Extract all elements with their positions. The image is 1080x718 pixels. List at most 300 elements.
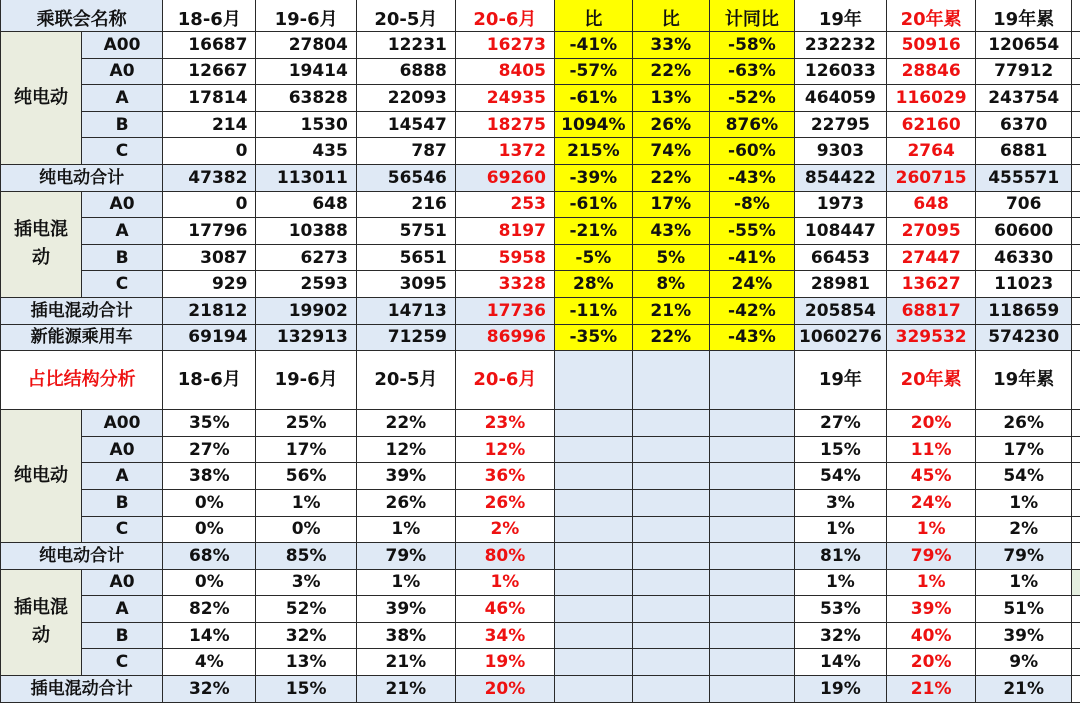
empty-cell[interactable] [632,676,709,703]
empty-cell[interactable] [554,622,632,649]
edge-cell[interactable] [1071,164,1080,191]
share-value-cell[interactable]: 13% [256,649,356,676]
value-cell[interactable]: 63828 [256,85,356,112]
value-cell[interactable]: 43% [632,218,709,245]
nev-total-label[interactable]: 新能源乘用车 [1,324,163,351]
value-cell[interactable]: 28846 [886,58,976,85]
share-value-cell[interactable]: 17% [976,436,1071,463]
total-value-cell[interactable]: 71259 [356,324,455,351]
total-value-cell[interactable]: 19902 [256,297,356,324]
value-cell[interactable]: 6888 [356,58,455,85]
edge-cell[interactable] [1071,543,1080,570]
edge-cell[interactable] [1071,218,1080,245]
value-cell[interactable]: 6273 [256,244,356,271]
value-cell[interactable]: 216 [356,191,455,218]
value-cell[interactable]: 243754 [976,85,1071,112]
share-value-cell[interactable]: 14% [795,649,887,676]
share-value-cell[interactable]: 1% [795,569,887,596]
value-cell[interactable]: 19414 [256,58,356,85]
value-cell[interactable]: 5651 [356,244,455,271]
share-phev-total-label[interactable]: 插电混动合计 [1,676,163,703]
edge-cell[interactable] [1071,271,1080,298]
value-cell[interactable]: 3087 [163,244,256,271]
segment-label[interactable]: A [81,85,162,112]
empty-cell[interactable] [709,516,794,543]
total-value-cell[interactable]: 47382 [163,164,256,191]
value-cell[interactable]: 24% [709,271,794,298]
value-cell[interactable]: 27804 [256,32,356,59]
empty-cell[interactable] [632,516,709,543]
bev-total-label[interactable]: 纯电动合计 [1,164,163,191]
header-c5[interactable]: 比 [554,0,632,32]
value-cell[interactable]: 120654 [976,32,1071,59]
header-c7[interactable]: 计同比 [709,0,794,32]
share-value-cell[interactable]: 0% [163,569,256,596]
share-value-cell[interactable]: 52% [256,596,356,623]
share-value-cell[interactable]: 80% [455,543,554,570]
total-value-cell[interactable]: 455571 [976,164,1071,191]
segment-label[interactable]: A [81,463,162,490]
total-value-cell[interactable]: 574230 [976,324,1071,351]
share-value-cell[interactable]: 39% [976,622,1071,649]
share-value-cell[interactable]: 15% [795,436,887,463]
segment-label[interactable]: C [81,138,162,165]
share-value-cell[interactable]: 53% [795,596,887,623]
value-cell[interactable]: 13% [632,85,709,112]
value-cell[interactable]: 22% [632,58,709,85]
edge-cell[interactable] [1071,436,1080,463]
value-cell[interactable]: 116029 [886,85,976,112]
share-section-title[interactable]: 占比结构分析 [1,351,163,410]
group-bev-label[interactable]: 纯电动 [1,32,82,165]
edge-cell[interactable] [1071,0,1080,32]
share-value-cell[interactable]: 12% [356,436,455,463]
value-cell[interactable]: 11023 [976,271,1071,298]
share-value-cell[interactable]: 0% [163,489,256,516]
share-value-cell[interactable]: 32% [256,622,356,649]
empty-cell[interactable] [554,569,632,596]
segment-label[interactable]: B [81,489,162,516]
share-value-cell[interactable]: 85% [256,543,356,570]
edge-cell[interactable] [1071,138,1080,165]
empty-cell[interactable] [709,622,794,649]
edge-cell[interactable] [1071,410,1080,437]
total-value-cell[interactable]: 21% [632,297,709,324]
value-cell[interactable]: 1372 [455,138,554,165]
value-cell[interactable]: -41% [554,32,632,59]
total-value-cell[interactable]: 17736 [455,297,554,324]
share-value-cell[interactable]: 1% [976,489,1071,516]
share-value-cell[interactable]: 46% [455,596,554,623]
empty-cell[interactable] [709,489,794,516]
total-value-cell[interactable]: 329532 [886,324,976,351]
segment-label[interactable]: B [81,244,162,271]
header-c1[interactable]: 18-6月 [163,0,256,32]
share-value-cell[interactable]: 24% [886,489,976,516]
empty-cell[interactable] [632,543,709,570]
share-value-cell[interactable]: 1% [455,569,554,596]
total-value-cell[interactable]: 113011 [256,164,356,191]
share-value-cell[interactable]: 54% [795,463,887,490]
share-value-cell[interactable]: 1% [356,569,455,596]
share-value-cell[interactable]: 26% [455,489,554,516]
header-c10[interactable]: 19年累 [976,0,1071,32]
share-value-cell[interactable]: 3% [795,489,887,516]
value-cell[interactable]: -52% [709,85,794,112]
edge-cell[interactable] [1071,489,1080,516]
total-value-cell[interactable]: 21812 [163,297,256,324]
value-cell[interactable]: -55% [709,218,794,245]
share-value-cell[interactable]: 1% [976,569,1071,596]
share-value-cell[interactable]: 79% [886,543,976,570]
value-cell[interactable]: 46330 [976,244,1071,271]
edge-cell[interactable] [1071,58,1080,85]
value-cell[interactable]: 3328 [455,271,554,298]
empty-cell[interactable] [709,649,794,676]
value-cell[interactable]: 13627 [886,271,976,298]
edge-cell[interactable] [1071,324,1080,351]
share-value-cell[interactable]: 45% [886,463,976,490]
value-cell[interactable]: 28981 [795,271,887,298]
share-value-cell[interactable]: 0% [163,516,256,543]
share-value-cell[interactable]: 35% [163,410,256,437]
total-value-cell[interactable]: 260715 [886,164,976,191]
share-value-cell[interactable]: 21% [886,676,976,703]
share-value-cell[interactable]: 12% [455,436,554,463]
share-value-cell[interactable]: 27% [795,410,887,437]
edge-cell[interactable] [1071,622,1080,649]
share-header-c4[interactable]: 20-6月 [455,351,554,410]
edge-cell[interactable] [1071,463,1080,490]
edge-cell[interactable] [1071,191,1080,218]
share-header-c1[interactable]: 18-6月 [163,351,256,410]
value-cell[interactable]: 435 [256,138,356,165]
empty-cell[interactable] [632,351,709,410]
share-value-cell[interactable]: 2% [455,516,554,543]
empty-cell[interactable] [632,569,709,596]
share-value-cell[interactable]: 36% [455,463,554,490]
value-cell[interactable]: 28% [554,271,632,298]
value-cell[interactable]: -60% [709,138,794,165]
value-cell[interactable]: 648 [886,191,976,218]
value-cell[interactable]: 27095 [886,218,976,245]
empty-cell[interactable] [709,463,794,490]
value-cell[interactable]: -58% [709,32,794,59]
edge-cell[interactable] [1071,351,1080,410]
share-value-cell[interactable]: 21% [356,676,455,703]
value-cell[interactable]: 17814 [163,85,256,112]
value-cell[interactable]: -5% [554,244,632,271]
value-cell[interactable]: 12231 [356,32,455,59]
value-cell[interactable]: -21% [554,218,632,245]
share-value-cell[interactable]: 9% [976,649,1071,676]
share-value-cell[interactable]: 54% [976,463,1071,490]
value-cell[interactable]: 9303 [795,138,887,165]
share-value-cell[interactable]: 1% [886,516,976,543]
share-header-c2[interactable]: 19-6月 [256,351,356,410]
value-cell[interactable]: 62160 [886,111,976,138]
edge-cell[interactable] [1071,676,1080,703]
segment-label[interactable]: A00 [81,410,162,437]
value-cell[interactable]: 0 [163,191,256,218]
total-value-cell[interactable]: -43% [709,164,794,191]
share-value-cell[interactable]: 1% [795,516,887,543]
share-value-cell[interactable]: 22% [356,410,455,437]
total-value-cell[interactable]: -35% [554,324,632,351]
value-cell[interactable]: 8197 [455,218,554,245]
header-c8[interactable]: 19年 [795,0,887,32]
share-value-cell[interactable]: 81% [795,543,887,570]
value-cell[interactable]: 60600 [976,218,1071,245]
share-value-cell[interactable]: 20% [455,676,554,703]
empty-cell[interactable] [554,596,632,623]
total-value-cell[interactable]: 69194 [163,324,256,351]
header-c4[interactable]: 20-6月 [455,0,554,32]
total-value-cell[interactable]: 854422 [795,164,887,191]
empty-cell[interactable] [554,489,632,516]
value-cell[interactable]: 27447 [886,244,976,271]
value-cell[interactable]: 648 [256,191,356,218]
value-cell[interactable]: 18275 [455,111,554,138]
share-value-cell[interactable]: 32% [795,622,887,649]
empty-cell[interactable] [709,436,794,463]
segment-label[interactable]: C [81,271,162,298]
share-value-cell[interactable]: 21% [356,649,455,676]
header-c3[interactable]: 20-5月 [356,0,455,32]
empty-cell[interactable] [632,463,709,490]
value-cell[interactable]: 10388 [256,218,356,245]
share-value-cell[interactable]: 11% [886,436,976,463]
share-header-c8[interactable]: 19年 [795,351,887,410]
share-header-c10[interactable]: 19年累 [976,351,1071,410]
edge-cell[interactable] [1071,32,1080,59]
edge-cell[interactable] [1071,297,1080,324]
share-value-cell[interactable]: 79% [356,543,455,570]
value-cell[interactable]: 14547 [356,111,455,138]
empty-cell[interactable] [632,436,709,463]
value-cell[interactable]: 26% [632,111,709,138]
empty-cell[interactable] [554,351,632,410]
share-bev-total-label[interactable]: 纯电动合计 [1,543,163,570]
value-cell[interactable]: -41% [709,244,794,271]
total-value-cell[interactable]: 14713 [356,297,455,324]
share-group-phev-label[interactable]: 插电混动 [1,569,82,675]
value-cell[interactable]: 16687 [163,32,256,59]
share-header-c3[interactable]: 20-5月 [356,351,455,410]
segment-label[interactable]: A0 [81,58,162,85]
total-value-cell[interactable]: 118659 [976,297,1071,324]
share-value-cell[interactable]: 21% [976,676,1071,703]
value-cell[interactable]: 1973 [795,191,887,218]
share-value-cell[interactable]: 32% [163,676,256,703]
share-value-cell[interactable]: 26% [356,489,455,516]
share-value-cell[interactable]: 14% [163,622,256,649]
total-value-cell[interactable]: 86996 [455,324,554,351]
empty-cell[interactable] [554,516,632,543]
share-value-cell[interactable]: 15% [256,676,356,703]
empty-cell[interactable] [554,436,632,463]
share-value-cell[interactable]: 27% [163,436,256,463]
share-value-cell[interactable]: 39% [886,596,976,623]
value-cell[interactable]: 17% [632,191,709,218]
empty-cell[interactable] [709,569,794,596]
header-c6[interactable]: 比 [632,0,709,32]
empty-cell[interactable] [709,676,794,703]
value-cell[interactable]: -63% [709,58,794,85]
share-value-cell[interactable]: 79% [976,543,1071,570]
share-header-c9[interactable]: 20年累 [886,351,976,410]
value-cell[interactable]: 66453 [795,244,887,271]
share-value-cell[interactable]: 3% [256,569,356,596]
share-value-cell[interactable]: 17% [256,436,356,463]
segment-label[interactable]: C [81,649,162,676]
segment-label[interactable]: A [81,218,162,245]
value-cell[interactable]: 215% [554,138,632,165]
value-cell[interactable]: 876% [709,111,794,138]
value-cell[interactable]: 74% [632,138,709,165]
header-c9[interactable]: 20年累 [886,0,976,32]
empty-cell[interactable] [709,410,794,437]
total-value-cell[interactable]: 205854 [795,297,887,324]
empty-cell[interactable] [709,351,794,410]
segment-label[interactable]: A0 [81,569,162,596]
share-value-cell[interactable]: 2% [976,516,1071,543]
share-value-cell[interactable]: 39% [356,596,455,623]
segment-label[interactable]: A00 [81,32,162,59]
value-cell[interactable]: 24935 [455,85,554,112]
share-value-cell[interactable]: 4% [163,649,256,676]
empty-cell[interactable] [554,676,632,703]
segment-label[interactable]: A0 [81,191,162,218]
value-cell[interactable]: -8% [709,191,794,218]
phev-total-label[interactable]: 插电混动合计 [1,297,163,324]
empty-cell[interactable] [554,543,632,570]
value-cell[interactable]: 0 [163,138,256,165]
edge-cell[interactable] [1071,516,1080,543]
share-value-cell[interactable]: 23% [455,410,554,437]
value-cell[interactable]: 2593 [256,271,356,298]
value-cell[interactable]: 1094% [554,111,632,138]
value-cell[interactable]: 16273 [455,32,554,59]
share-value-cell[interactable]: 51% [976,596,1071,623]
value-cell[interactable]: 33% [632,32,709,59]
share-value-cell[interactable]: 25% [256,410,356,437]
edge-cell[interactable] [1071,244,1080,271]
value-cell[interactable]: 5958 [455,244,554,271]
empty-cell[interactable] [632,410,709,437]
empty-cell[interactable] [554,649,632,676]
group-phev-label[interactable]: 插电混动 [1,191,82,297]
value-cell[interactable]: 253 [455,191,554,218]
share-value-cell[interactable]: 68% [163,543,256,570]
share-value-cell[interactable]: 26% [976,410,1071,437]
empty-cell[interactable] [709,543,794,570]
empty-cell[interactable] [632,649,709,676]
value-cell[interactable]: 126033 [795,58,887,85]
total-value-cell[interactable]: 132913 [256,324,356,351]
value-cell[interactable]: -57% [554,58,632,85]
value-cell[interactable]: -61% [554,85,632,112]
share-value-cell[interactable]: 19% [455,649,554,676]
edge-cell[interactable] [1071,596,1080,623]
empty-cell[interactable] [554,463,632,490]
share-value-cell[interactable]: 20% [886,410,976,437]
total-value-cell[interactable]: 22% [632,324,709,351]
total-value-cell[interactable]: 1060276 [795,324,887,351]
header-c2[interactable]: 19-6月 [256,0,356,32]
share-group-bev-label[interactable]: 纯电动 [1,410,82,543]
share-value-cell[interactable]: 38% [356,622,455,649]
value-cell[interactable]: 464059 [795,85,887,112]
header-name[interactable]: 乘联会名称 [1,0,163,32]
value-cell[interactable]: 22795 [795,111,887,138]
value-cell[interactable]: -61% [554,191,632,218]
total-value-cell[interactable]: -11% [554,297,632,324]
empty-cell[interactable] [554,410,632,437]
value-cell[interactable]: 6881 [976,138,1071,165]
value-cell[interactable]: 77912 [976,58,1071,85]
total-value-cell[interactable]: -43% [709,324,794,351]
segment-label[interactable]: B [81,111,162,138]
value-cell[interactable]: 787 [356,138,455,165]
value-cell[interactable]: 214 [163,111,256,138]
empty-cell[interactable] [632,489,709,516]
segment-label[interactable]: A [81,596,162,623]
value-cell[interactable]: 5% [632,244,709,271]
value-cell[interactable]: 8405 [455,58,554,85]
share-value-cell[interactable]: 0% [256,516,356,543]
value-cell[interactable]: 6370 [976,111,1071,138]
share-value-cell[interactable]: 56% [256,463,356,490]
share-value-cell[interactable]: 34% [455,622,554,649]
share-value-cell[interactable]: 39% [356,463,455,490]
segment-label[interactable]: B [81,622,162,649]
value-cell[interactable]: 5751 [356,218,455,245]
share-value-cell[interactable]: 1% [356,516,455,543]
total-value-cell[interactable]: 68817 [886,297,976,324]
empty-cell[interactable] [632,596,709,623]
value-cell[interactable]: 3095 [356,271,455,298]
edge-cell[interactable] [1071,111,1080,138]
share-value-cell[interactable]: 40% [886,622,976,649]
share-value-cell[interactable]: 38% [163,463,256,490]
value-cell[interactable]: 12667 [163,58,256,85]
empty-cell[interactable] [632,622,709,649]
value-cell[interactable]: 8% [632,271,709,298]
empty-cell[interactable] [709,596,794,623]
value-cell[interactable]: 2764 [886,138,976,165]
value-cell[interactable]: 108447 [795,218,887,245]
edge-cell[interactable] [1071,569,1080,596]
total-value-cell[interactable]: -42% [709,297,794,324]
total-value-cell[interactable]: -39% [554,164,632,191]
total-value-cell[interactable]: 56546 [356,164,455,191]
segment-label[interactable]: C [81,516,162,543]
edge-cell[interactable] [1071,85,1080,112]
value-cell[interactable]: 232232 [795,32,887,59]
value-cell[interactable]: 1530 [256,111,356,138]
share-value-cell[interactable]: 82% [163,596,256,623]
share-value-cell[interactable]: 20% [886,649,976,676]
share-value-cell[interactable]: 1% [256,489,356,516]
value-cell[interactable]: 50916 [886,32,976,59]
value-cell[interactable]: 22093 [356,85,455,112]
value-cell[interactable]: 17796 [163,218,256,245]
value-cell[interactable]: 706 [976,191,1071,218]
share-value-cell[interactable]: 19% [795,676,887,703]
segment-label[interactable]: A0 [81,436,162,463]
edge-cell[interactable] [1071,649,1080,676]
